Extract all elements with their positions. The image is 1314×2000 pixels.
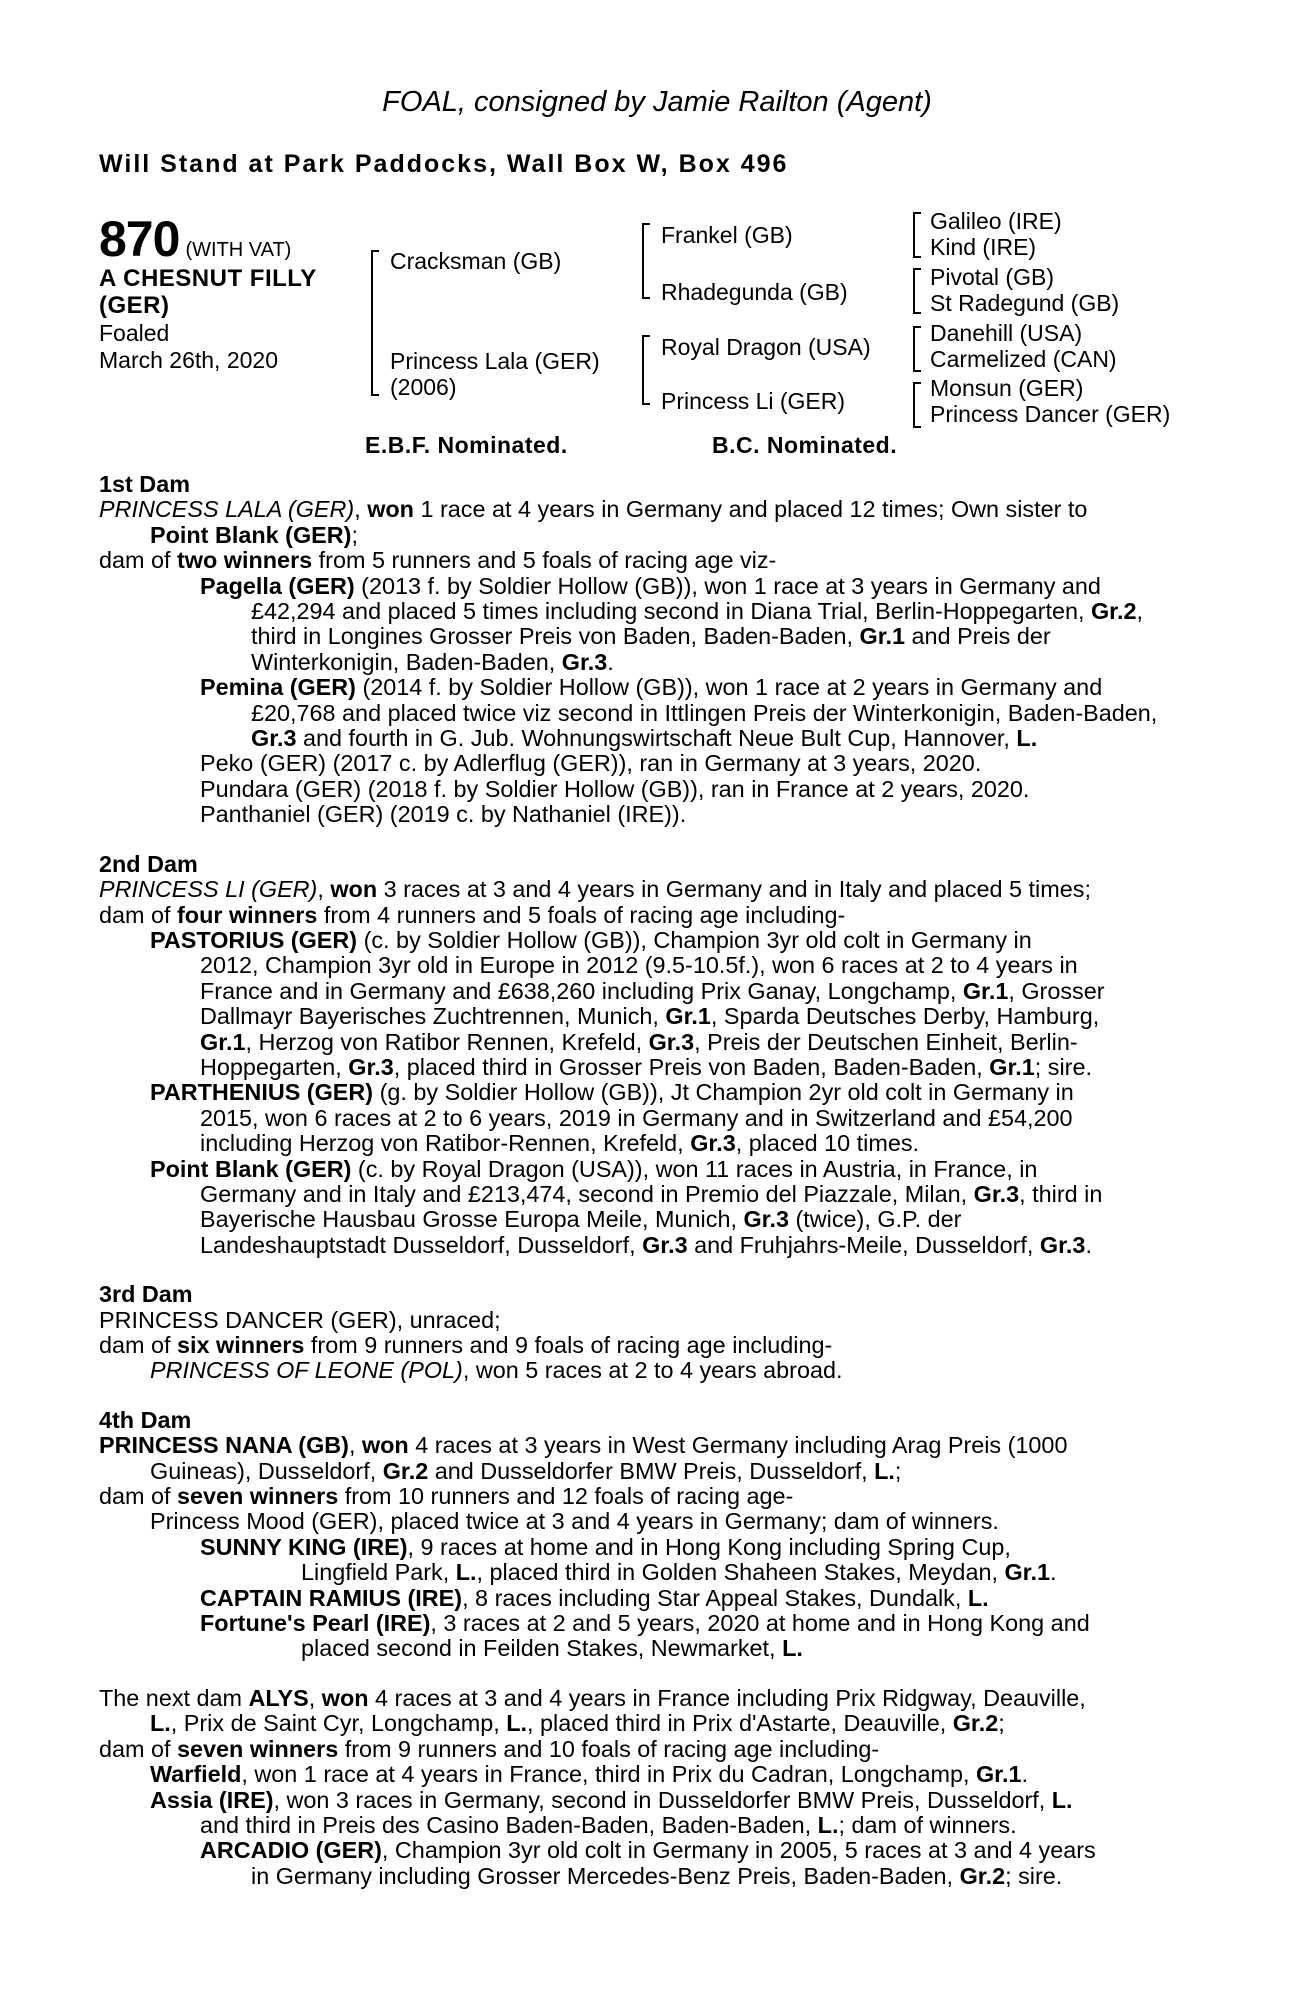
pagella-text-4: Winterkonigin, Baden-Baden, <box>251 648 562 675</box>
point-blank-text-4: Landeshauptstadt Dusseldorf, Dusseldorf, <box>200 1231 643 1258</box>
parthenius-text-3: including Herzog von Ratibor-Rennen, Krefeld, <box>200 1130 691 1157</box>
grade: Gr.3 <box>648 1028 695 1055</box>
warfield-text: , won 1 race at 4 years in France, third in Prix du Cadran, Longchamp, <box>241 1761 976 1788</box>
dam-of-label: dam of <box>99 1735 178 1762</box>
listed-mark: L. <box>506 1710 528 1737</box>
foaled-date: March 26th, 2020 <box>99 347 279 373</box>
punct: . <box>1085 1231 1092 1258</box>
winners-count: seven winners <box>177 1735 339 1762</box>
assia-text-2: and third in Preis des Casino Baden-Baden, Baden-Baden, <box>200 1811 818 1838</box>
ancestor-1: Galileo (IRE) <box>930 208 1062 234</box>
fourth-dam-text-2: Guineas), Dusseldorf, <box>150 1457 383 1484</box>
fourth-dam-section: 4th Dam PRINCESS NANA (GB), won 4 races at 3 years in West Germany including Arag Preis (1000 Guineas), Dusseldorf, Gr.2 and Dusseldorfer BMW Preis, Dusseldorf, L.; dam of seven winners from 10 runners and 12 foals of racing age- Princess Mood (GER), placed twice at 3 and 4 years in Germany; dam of winners. SUNNY KING (IRE), 9 races at home and in Hong Kong including Spring Cup, Lingfield Park, L., placed third in Golden Shaheen Stakes, Meydan, Gr.1. CAPTAIN RAMIUS (IRE), 8 races including Star Appeal Stakes, Dundalk, L. Fortune's Pearl (IRE), 3 races at 2 and 5 years, 2020 at home and in Hong Kong and placed second in Feilden Stakes, Newmarket, L. <box>99 1408 1209 1662</box>
point-blank-text-3: Bayerische Hausbau Grosse Europa Meile, Munich, <box>200 1206 744 1233</box>
leone-text: , won 5 races at 2 to 4 years abroad. <box>462 1357 843 1384</box>
dam-name: Princess Lala (GER) <box>390 348 600 374</box>
third-dam-heading: 3rd Dam <box>99 1281 193 1308</box>
listed-mark: L. <box>1051 1786 1073 1813</box>
punct: ; <box>998 1710 1005 1737</box>
first-dam-desc: 1 race at 4 years in Germany and placed 12 times; Own sister to <box>413 496 1088 523</box>
grade: Gr.3 <box>642 1231 688 1258</box>
grade: Gr.2 <box>1090 598 1137 625</box>
grade: Gr.1 <box>975 1761 1022 1788</box>
pedigree-brace-3d <box>913 382 921 428</box>
second-dam-name: PRINCESS LI (GER) <box>99 876 318 903</box>
dam-of-label: dam of <box>99 1332 178 1358</box>
grade: Gr.2 <box>959 1862 1006 1889</box>
fortunes-pearl-text-2: placed second in Feilden Stakes, Newmarket, <box>301 1635 783 1662</box>
first-dam-section: 1st Dam PRINCESS LALA (GER), won 1 race at 4 years in Germany and placed 12 times; Own sister to Point Blank (GER); dam of two winners from 5 runners and 5 foals of racing age viz- Pagella (GER) (2013 f. by Soldier Hollow (GB)), won 1 race at 3 years in Germany and £42,294 and placed 5 times including second in Diana Trial, Berlin-Hoppegarten, Gr.2, third in Longines Grosser Preis von Baden, Baden-Baden, Gr.1 and Preis der Winterkonigin, Baden-Baden, Gr.3. Pemina (GER) (2014 f. by Soldier Hollow (GB)), won 1 race at 2 years in Germany and £20,768 and placed twice viz second in Ittlingen Preis der Winterkonigin, Baden-Baden, Gr.3 and fourth in G. Jub. Wohnungswirtschaft Neue Bult Cup, Hannover, L. Peko (GER) (2017 c. by Adlerflug (GER)), ran in Germany at 3 years, 2020. Pundara (GER) (2018 f. by Soldier Hollow (GB)), ran in France at 2 years, 2020. Panthaniel (GER) (2019 c. by Nathaniel (IRE)). <box>99 472 1209 828</box>
dam-dam-name: Princess Li (GER) <box>661 388 846 414</box>
consignment-heading: FOAL, consigned by Jamie Railton (Agent) <box>382 86 932 118</box>
sire-sire-name: Frankel (GB) <box>661 222 793 248</box>
won-label: won <box>330 876 378 903</box>
pastorius-text-4-end: , Sparda Deutsches Derby, Hamburg, <box>710 1003 1100 1030</box>
pastorius-text-6-end: ; sire. <box>1034 1053 1092 1080</box>
parthenius-text-1: (g. by Soldier Hollow (GB)), Jt Champion 2yr old colt in Germany in <box>373 1079 1074 1106</box>
point-blank-text-1: (c. by Royal Dragon (USA)), won 11 races in Austria, in France, in <box>351 1155 1038 1182</box>
dam-of-label: dam of <box>99 1483 178 1510</box>
pedigree-brace-1 <box>371 250 379 396</box>
punct: ; <box>894 1457 902 1484</box>
ancestor-7: Monsun (GER) <box>930 375 1084 401</box>
pastorius-text-3-end: , Grosser <box>1008 977 1105 1004</box>
punct: . <box>607 648 614 675</box>
dam-of-label: dam of <box>99 547 178 574</box>
punct: . <box>1049 1559 1057 1586</box>
arcadio-text-2-end: ; sire. <box>1005 1862 1063 1889</box>
arcadio-text-2: in Germany including Grosser Mercedes-Benz Preis, Baden-Baden, <box>251 1862 960 1889</box>
runners-text: from 4 runners and 5 foals of racing age including- <box>317 901 846 928</box>
ancestor-2: Kind (IRE) <box>930 234 1037 260</box>
captain-ramius-name: CAPTAIN RAMIUS (IRE) <box>200 1584 463 1611</box>
third-dam-section <box>99 1282 1209 1384</box>
sunny-king-text-2-mid: , placed third in Golden Shaheen Stakes, Meydan, <box>476 1559 1005 1586</box>
panthaniel-entry: Panthaniel (GER) (2019 c. by Nathaniel (IRE)). <box>200 801 687 828</box>
ancestor-3: Pivotal (GB) <box>930 264 1054 290</box>
ancestor-6: Carmelized (CAN) <box>930 346 1117 372</box>
listed-mark: L. <box>967 1584 989 1611</box>
stand-location: Will Stand at Park Paddocks, Wall Box W, Box 496 <box>99 150 789 178</box>
sister-name: Point Blank (GER) <box>150 521 352 548</box>
pagella-name: Pagella (GER) <box>200 572 355 599</box>
arcadio-text-1: , Champion 3yr old colt in Germany in 2005, 5 races at 3 and 4 years <box>381 1837 1096 1864</box>
dam-year: (2006) <box>390 374 457 400</box>
first-dam-name: PRINCESS LALA (GER) <box>99 496 355 523</box>
pastorius-text-1: (c. by Soldier Hollow (GB)), Champion 3yr old colt in Germany in <box>357 926 1032 953</box>
assia-text-2-end: ; dam of winners. <box>838 1811 1017 1838</box>
first-dam-heading: 1st Dam <box>99 471 191 497</box>
pagella-text-1: (2013 f. by Soldier Hollow (GB)), won 1 race at 3 years in Germany and <box>354 572 1101 599</box>
grade: Gr.1 <box>962 977 1009 1004</box>
grade: Gr.3 <box>561 648 608 675</box>
pedigree-brace-3b <box>913 268 921 314</box>
listed-mark: L. <box>1016 725 1038 752</box>
fortunes-pearl-text-1: , 3 races at 2 and 5 years, 2020 at home and in Hong Kong and <box>430 1610 1090 1637</box>
bc-nominated: B.C. Nominated. <box>712 432 898 458</box>
dam-sire-name: Royal Dragon (USA) <box>661 334 871 360</box>
warfield-name: Warfield <box>150 1761 242 1788</box>
grade: Gr.1 <box>200 1028 246 1055</box>
grade: Gr.3 <box>690 1130 736 1157</box>
pemina-text-1: (2014 f. by Soldier Hollow (GB)), won 1 race at 2 years in Germany and <box>355 674 1103 701</box>
pemina-name: Pemina (GER) <box>200 674 356 701</box>
pastorius-text-2: 2012, Champion 3yr old in Europe in 2012 (9.5-10.5f.), won 6 races at 2 to 4 years in <box>200 952 1078 979</box>
grade: Gr.3 <box>973 1180 1020 1207</box>
point-blank-text-4-mid: and Fruhjahrs-Meile, Dusseldorf, <box>687 1231 1040 1258</box>
sire-name: Cracksman (GB) <box>390 248 562 274</box>
pundara-entry: Pundara (GER) (2018 f. by Soldier Hollow (GB)), ran in France at 2 years, 2020. <box>200 775 1030 802</box>
fourth-dam-text-2-mid: and Dusseldorfer BMW Preis, Dusseldorf, <box>428 1457 875 1484</box>
ebf-nominated: E.B.F. Nominated. <box>365 432 568 458</box>
fourth-dam-name: PRINCESS NANA (GB) <box>99 1432 349 1459</box>
dam-of-label: dam of <box>99 901 178 928</box>
point-blank-text-2-end: , third in <box>1019 1180 1103 1207</box>
pemina-text-2: £20,768 and placed twice viz second in Ittlingen Preis der Winterkonigin, Baden-Baden, <box>251 699 1158 726</box>
won-label: won <box>361 1432 409 1459</box>
second-dam-heading: 2nd Dam <box>99 850 198 877</box>
grade: Gr.1 <box>665 1003 711 1030</box>
vat-note: (WITH VAT) <box>185 239 292 261</box>
winners-count: four winners <box>177 901 318 928</box>
fortunes-pearl-name: Fortune's Pearl (IRE) <box>200 1610 431 1637</box>
point-blank-text-2: Germany and in Italy and £213,474, second in Premio del Piazzale, Milan, <box>200 1180 974 1207</box>
winners-count: six winners <box>177 1332 305 1358</box>
ancestor-8: Princess Dancer (GER) <box>930 401 1171 427</box>
pastorius-text-6: Hoppegarten, <box>200 1053 349 1080</box>
pastorius-text-5-end: , Preis der Deutschen Einheit, Berlin- <box>694 1028 1078 1055</box>
parthenius-text-3-end: , placed 10 times. <box>735 1130 920 1157</box>
pagella-text-2: £42,294 and placed 5 times including second in Diana Trial, Berlin-Hoppegarten, <box>251 598 1091 625</box>
parthenius-name: PARTHENIUS (GER) <box>150 1079 374 1106</box>
punct: ; <box>351 521 358 548</box>
won-label: won <box>367 496 414 523</box>
leone-name: PRINCESS OF LEONE (POL) <box>150 1357 463 1384</box>
lot-number: 870 <box>99 211 180 267</box>
grade: Gr.3 <box>348 1053 394 1080</box>
pedigree-brace-2a <box>642 223 650 299</box>
fourth-dam-heading: 4th Dam <box>99 1406 192 1433</box>
second-dam-section: 2nd Dam PRINCESS LI (GER), won 3 races at 3 and 4 years in Germany and in Italy and placed 5 times; dam of four winners from 4 runners and 5 foals of racing age including- PASTORIUS (GER) (c. by Soldier Hollow (GB)), Champion 3yr old colt in Germany in 2012, Champion 3yr old in Europe in 2012 (9.5-10.5f.), won 6 races at 2 to 4 years in France and in Germany and £638,260 including Prix Ganay, Longchamp, Gr.1, Grosser Dallmayr Bayerisches Zuchtrennen, Munich, Gr.1, Sparda Deutsches Derby, Hamburg, Gr.1, Herzog von Ratibor Rennen, Krefeld, Gr.3, Preis der Deutschen Einheit, Berlin- Hoppegarten, Gr.3, placed third in Grosser Preis von Baden, Baden-Baden, Gr.1; sire. PARTHENIUS (GER) (g. by Soldier Hollow (GB)), Jt Champion 2yr old colt in Germany in 2015, won 6 races at 2 to 6 years, 2019 in Germany and in Switzerland and £54,200 including Herzog von Ratibor-Rennen, Krefeld, Gr.3, placed 10 times. Point Blank (GER) (c. by Royal Dragon (USA)), won 11 races in Austria, in France, in Germany and in Italy and £213,474, second in Premio del Piazzale, Milan, Gr.3, third in Bayerische Hausbau Grosse Europa Meile, Munich, Gr.3 (twice), G.P. der Landeshauptstadt Dusseldorf, Dusseldorf, Gr.3 and Fruhjahrs-Meile, Dusseldorf, Gr.3. <box>99 852 1209 1259</box>
next-dam-text-2: , Prix de Saint Cyr, Longchamp, <box>170 1710 507 1737</box>
pagella-text-3: third in Longines Grosser Preis von Baden, Baden-Baden, <box>251 623 860 650</box>
runners-text: from 9 runners and 10 foals of racing age including- <box>338 1735 880 1762</box>
runners-text: from 10 runners and 12 foals of racing age- <box>338 1483 794 1510</box>
pemina-text-3: and fourth in G. Jub. Wohnungswirtschaft Neue Bult Cup, Hannover, <box>296 725 1017 752</box>
listed-mark: L. <box>874 1457 895 1484</box>
next-dam-lead: The next dam <box>99 1684 249 1711</box>
pagella-text-3-end: and Preis der <box>905 623 1051 650</box>
grade: Gr.2 <box>952 1710 999 1737</box>
foaled-label: Foaled <box>99 320 170 346</box>
winners-count: seven winners <box>177 1483 339 1510</box>
grade: Gr.1 <box>1004 1559 1050 1586</box>
point-blank-name: Point Blank (GER) <box>150 1155 352 1182</box>
winners-count: two winners <box>177 547 313 574</box>
grade: Gr.1 <box>859 623 906 650</box>
pastorius-text-4: Dallmayr Bayerisches Zuchtrennen, Munich, <box>200 1003 666 1030</box>
lot-title-line2: (GER) <box>99 292 170 319</box>
peko-entry: Peko (GER) (2017 c. by Adlerflug (GER)), ran in Germany at 3 years, 2020. <box>200 750 982 777</box>
second-dam-desc: 3 races at 3 and 4 years in Germany and in Italy and placed 5 times; <box>377 876 1091 903</box>
grade: Gr.3 <box>251 725 297 752</box>
assia-name: Assia (IRE) <box>150 1786 274 1813</box>
pedigree-brace-3a <box>913 212 921 258</box>
ancestor-4: St Radegund (GB) <box>930 290 1120 316</box>
next-dam-desc: 4 races at 3 and 4 years in France including Prix Ridgway, Deauville, <box>368 1684 1086 1711</box>
pastorius-name: PASTORIUS (GER) <box>150 926 358 953</box>
captain-ramius-text: , 8 races including Star Appeal Stakes, Dundalk, <box>462 1584 968 1611</box>
runners-text: from 5 runners and 5 foals of racing age viz- <box>312 547 777 574</box>
third-dam-line: PRINCESS DANCER (GER), unraced; <box>99 1306 501 1333</box>
catalogue-body <box>99 472 1209 1913</box>
next-dam-text-2-mid: , placed third in Prix d'Astarte, Deauville, <box>527 1710 953 1737</box>
grade: Gr.3 <box>1039 1231 1086 1258</box>
next-dam-section: The next dam ALYS, won 4 races at 3 and 4 years in France including Prix Ridgway, Deauville, L., Prix de Saint Cyr, Longchamp, L., placed third in Prix d'Astarte, Deauville, Gr.2; dam of seven winners from 9 runners and 10 foals of racing age including- Warfield, won 1 race at 4 years in France, third in Prix du Cadran, Longchamp, Gr.1. Assia (IRE), won 3 races in Germany, second in Dusseldorfer BMW Preis, Dusseldorf, L. and third in Preis des Casino Baden-Baden, Baden-Baden, L.; dam of winners. ARCADIO (GER), Champion 3yr old colt in Germany in 2005, 5 races at 3 and 4 years in Germany including Grosser Mercedes-Benz Preis, Baden-Baden, Gr.2; sire. <box>99 1684 1096 1889</box>
sunny-king-name: SUNNY KING (IRE) <box>200 1533 408 1560</box>
punct: . <box>1021 1761 1028 1788</box>
pastorius-text-3: France and in Germany and £638,260 including Prix Ganay, Longchamp, <box>200 977 963 1004</box>
pastorius-text-6-mid: , placed third in Grosser Preis von Baden, Baden-Baden, <box>393 1053 990 1080</box>
grade: Gr.1 <box>989 1053 1035 1080</box>
punct: , <box>1136 598 1143 625</box>
lot-title-line1: A CHESNUT FILLY <box>99 265 317 292</box>
sunny-king-text-1: , 9 races at home and in Hong Kong including Spring Cup, <box>407 1533 1011 1560</box>
next-dam-name: ALYS <box>248 1684 309 1711</box>
listed-mark: L. <box>782 1635 803 1662</box>
arcadio-name: ARCADIO (GER) <box>200 1837 382 1864</box>
pastorius-text-5: , Herzog von Ratibor Rennen, Krefeld, <box>245 1028 649 1055</box>
parthenius-text-2: 2015, won 6 races at 2 to 6 years, 2019 in Germany and in Switzerland and £54,200 <box>200 1104 1073 1131</box>
princess-mood-entry: Princess Mood (GER), placed twice at 3 and 4 years in Germany; dam of winners. <box>150 1508 999 1535</box>
grade: Gr.3 <box>743 1206 789 1233</box>
won-label: won <box>321 1684 369 1711</box>
ancestor-5: Danehill (USA) <box>930 320 1083 346</box>
runners-text: from 9 runners and 9 foals of racing age including- <box>304 1332 833 1358</box>
pedigree-brace-2b <box>642 335 650 405</box>
listed-mark: L. <box>150 1710 171 1737</box>
fourth-dam-desc: 4 races at 3 years in West Germany including Arag Preis (1000 <box>408 1432 1068 1459</box>
sire-dam-name: Rhadegunda (GB) <box>661 279 848 305</box>
listed-mark: L. <box>817 1811 839 1838</box>
point-blank-text-3-end: (twice), G.P. der <box>788 1206 962 1233</box>
grade: Gr.2 <box>382 1457 429 1484</box>
pedigree-brace-3c <box>913 326 921 372</box>
sunny-king-text-2: Lingfield Park, <box>301 1559 456 1586</box>
assia-text-1: , won 3 races in Germany, second in Dusseldorfer BMW Preis, Dusseldorf, <box>273 1786 1052 1813</box>
lot-number-block <box>99 210 291 268</box>
listed-mark: L. <box>455 1559 477 1586</box>
